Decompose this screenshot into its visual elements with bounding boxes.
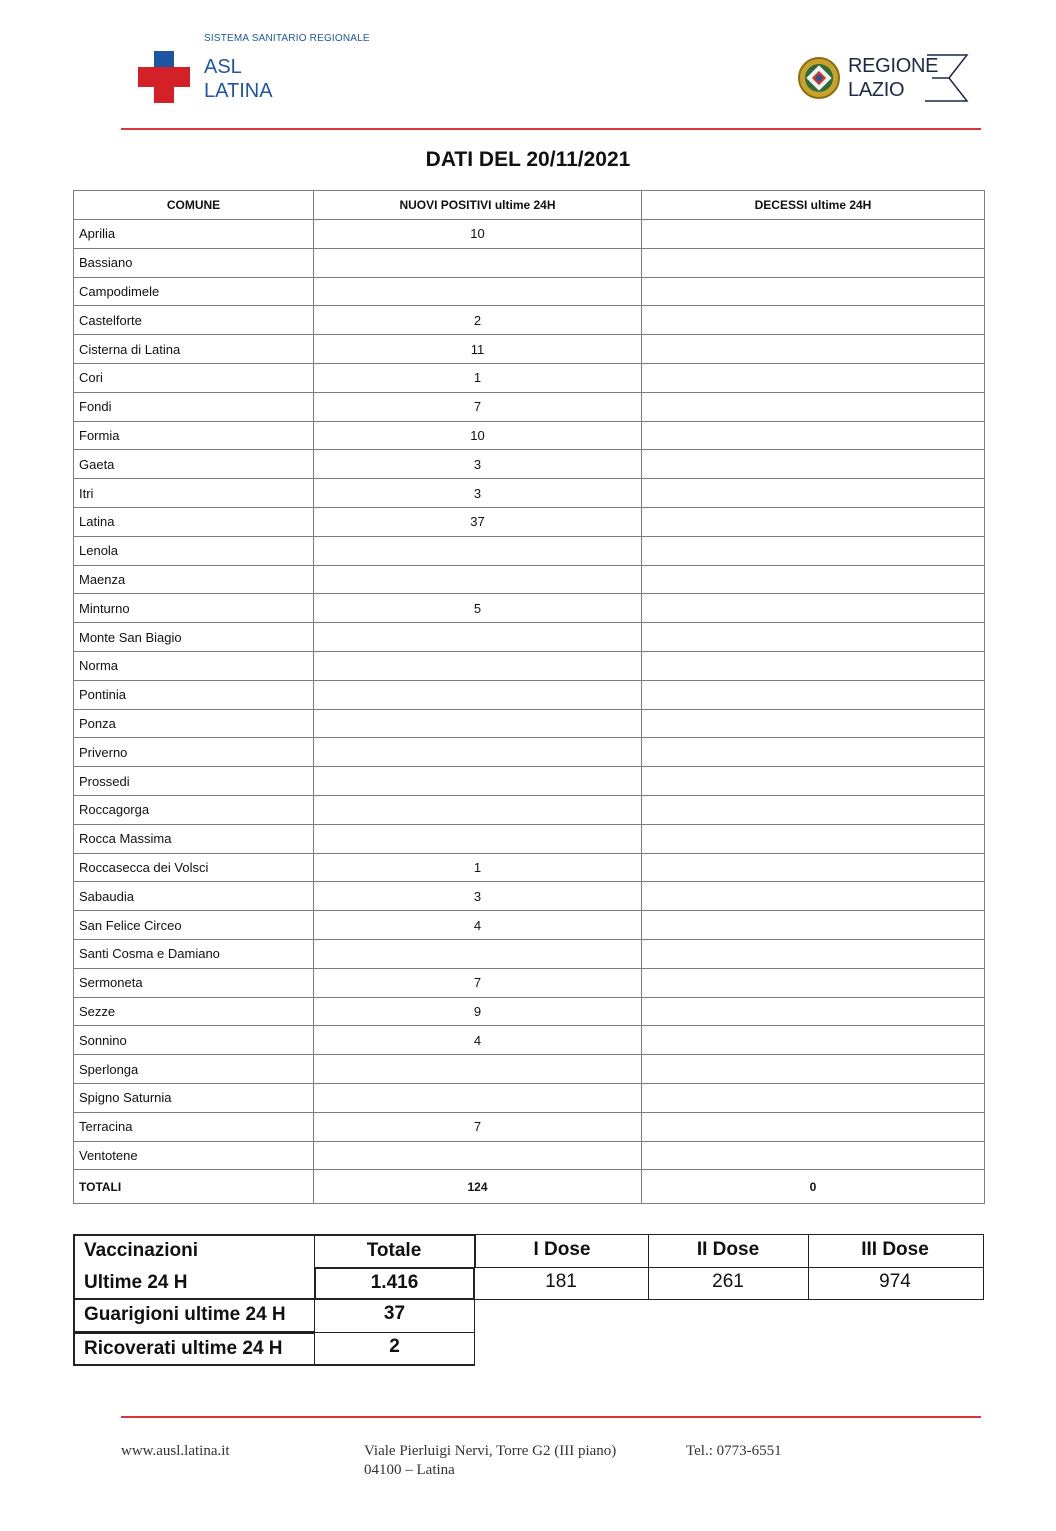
decessi-cell [642, 306, 985, 335]
table-row [74, 939, 985, 968]
table-row [74, 1141, 985, 1170]
positivi-cell: 5 [314, 594, 642, 623]
positivi-cell: 37 [314, 507, 642, 536]
table-row [74, 824, 985, 853]
decessi-cell [642, 767, 985, 796]
positivi-cell [314, 277, 642, 306]
comune-cell: Sonnino [74, 1026, 314, 1055]
footer-website[interactable]: www.ausl.latina.it [121, 1443, 230, 1459]
region-name-line2: LAZIO [848, 79, 905, 101]
comune-cell: Maenza [74, 565, 314, 594]
positivi-cell [314, 939, 642, 968]
table-row [74, 795, 985, 824]
comune-cell: Campodimele [74, 277, 314, 306]
comune-cell: Lenola [74, 536, 314, 565]
vaccination-label-line1: Vaccinazioni [84, 1240, 199, 1261]
decessi-cell [642, 392, 985, 421]
table-row [74, 1055, 985, 1084]
table-row [74, 911, 985, 940]
positivi-cell [314, 536, 642, 565]
column-header-comune: COMUNE [74, 191, 314, 220]
table-row [74, 623, 985, 652]
guarigioni-value: 37 [383, 1303, 406, 1324]
totals-positivi: 124 [314, 1170, 642, 1204]
decessi-cell [642, 968, 985, 997]
decessi-cell [642, 220, 985, 249]
decessi-cell [642, 335, 985, 364]
ricoverati-value: 2 [389, 1336, 400, 1357]
comune-cell: Formia [74, 421, 314, 450]
comune-cell: Roccasecca dei Volsci [74, 853, 314, 882]
decessi-cell [642, 939, 985, 968]
table-row [74, 421, 985, 450]
totals-row [74, 1170, 985, 1204]
footer-address-line1: Viale Pierluigi Nervi, Torre G2 (III piano) [364, 1443, 617, 1459]
table-row [74, 709, 985, 738]
table-row [74, 968, 985, 997]
guarigioni-label-cell [73, 1299, 315, 1333]
footer-address-line2: 04100 – Latina [364, 1462, 455, 1478]
footer-divider [121, 1416, 981, 1418]
page-title: DATI DEL 20/11/2021 [425, 148, 631, 171]
table-row [74, 507, 985, 536]
header-totale: Totale [366, 1240, 422, 1261]
positivi-cell: 7 [314, 968, 642, 997]
table-row [74, 997, 985, 1026]
guarigioni-label: Guarigioni ultime 24 H [84, 1304, 286, 1325]
table-row [74, 277, 985, 306]
decessi-cell [642, 1141, 985, 1170]
header-totale-cell [314, 1234, 475, 1268]
positivi-cell [314, 767, 642, 796]
decessi-cell [642, 1083, 985, 1112]
decessi-cell [642, 1026, 985, 1055]
positivi-cell [314, 1083, 642, 1112]
guarigioni-value-cell [314, 1299, 475, 1333]
comune-cell: Sermoneta [74, 968, 314, 997]
positivi-cell: 10 [314, 220, 642, 249]
system-label: SISTEMA SANITARIO REGIONALE [204, 33, 370, 44]
decessi-cell [642, 565, 985, 594]
ricoverati-label: Ricoverati ultime 24 H [84, 1338, 283, 1359]
comune-cell: Latina [74, 507, 314, 536]
positivi-cell [314, 795, 642, 824]
comune-cell: San Felice Circeo [74, 911, 314, 940]
comune-cell: Spigno Saturnia [74, 1083, 314, 1112]
decessi-cell [642, 1055, 985, 1084]
vaccination-label-cell [73, 1234, 315, 1300]
value-dose1-cell [475, 1267, 649, 1300]
table-row [74, 392, 985, 421]
positivi-cell [314, 1141, 642, 1170]
column-header-positivi: NUOVI POSITIVI ultime 24H [314, 191, 642, 220]
table-row [74, 306, 985, 335]
table-row [74, 248, 985, 277]
table-row [74, 536, 985, 565]
positivi-cell: 10 [314, 421, 642, 450]
lazio-decorative-lines [907, 50, 977, 106]
comune-cell: Sabaudia [74, 882, 314, 911]
decessi-cell [642, 421, 985, 450]
asl-name-line1: ASL [204, 56, 242, 78]
positivi-cell [314, 680, 642, 709]
comune-cell: Rocca Massima [74, 824, 314, 853]
table-row [74, 882, 985, 911]
comune-cell: Aprilia [74, 220, 314, 249]
positivi-cell: 4 [314, 1026, 642, 1055]
decessi-cell [642, 824, 985, 853]
table-row [74, 1083, 985, 1112]
region-name-line1: REGIONE [848, 55, 939, 77]
decessi-cell [642, 479, 985, 508]
decessi-cell [642, 997, 985, 1026]
table-row [74, 565, 985, 594]
positivi-cell [314, 738, 642, 767]
value-totale-cell [314, 1267, 475, 1300]
comune-cell: Roccagorga [74, 795, 314, 824]
table-row [74, 1026, 985, 1055]
comune-cell: Norma [74, 651, 314, 680]
ricoverati-value-cell [314, 1332, 475, 1366]
decessi-cell [642, 680, 985, 709]
value-dose3-cell [808, 1267, 984, 1300]
positivi-cell [314, 1055, 642, 1084]
table-row [74, 853, 985, 882]
regione-lazio-logo [797, 50, 977, 106]
comune-cell: Itri [74, 479, 314, 508]
comune-cell: Minturno [74, 594, 314, 623]
comune-cell: Ventotene [74, 1141, 314, 1170]
positivi-cell: 11 [314, 335, 642, 364]
header-dose1-cell [475, 1234, 649, 1268]
positivi-cell: 2 [314, 306, 642, 335]
comune-cell: Priverno [74, 738, 314, 767]
comune-cell: Sezze [74, 997, 314, 1026]
asl-latina-logo [138, 33, 398, 113]
decessi-cell [642, 536, 985, 565]
positivi-cell [314, 248, 642, 277]
comune-cell: Bassiano [74, 248, 314, 277]
positivi-cell: 3 [314, 450, 642, 479]
header-divider [121, 128, 981, 130]
header-dose2-cell [648, 1234, 809, 1268]
comune-cell: Ponza [74, 709, 314, 738]
decessi-cell [642, 594, 985, 623]
table-row [74, 335, 985, 364]
decessi-cell [642, 623, 985, 652]
asl-name [204, 55, 273, 103]
comune-cell: Pontinia [74, 680, 314, 709]
positivi-cell [314, 824, 642, 853]
positivi-cell: 7 [314, 392, 642, 421]
comune-cell: Monte San Biagio [74, 623, 314, 652]
table-row [74, 450, 985, 479]
decessi-cell [642, 911, 985, 940]
positivi-cell [314, 651, 642, 680]
column-header-decessi: DECESSI ultime 24H [642, 191, 985, 220]
comune-cell: Cori [74, 363, 314, 392]
totals-label: TOTALI [74, 1170, 314, 1204]
positivi-cell [314, 565, 642, 594]
value-dose1: 181 [545, 1271, 577, 1292]
positivi-cell: 3 [314, 882, 642, 911]
comune-cell: Santi Cosma e Damiano [74, 939, 314, 968]
value-dose3: 974 [879, 1271, 911, 1292]
comune-cell: Cisterna di Latina [74, 335, 314, 364]
vaccination-summary [73, 1234, 984, 1366]
table-row [74, 651, 985, 680]
table-row [74, 1112, 985, 1141]
comune-cell: Terracina [74, 1112, 314, 1141]
decessi-cell [642, 882, 985, 911]
cases-table [73, 190, 985, 1204]
header-dose3-cell [808, 1234, 984, 1268]
decessi-cell [642, 507, 985, 536]
header-dose3: III Dose [861, 1239, 929, 1260]
decessi-cell [642, 1112, 985, 1141]
decessi-cell [642, 277, 985, 306]
table-row [74, 767, 985, 796]
totals-decessi: 0 [642, 1170, 985, 1204]
positivi-cell: 1 [314, 363, 642, 392]
table-header-row [74, 191, 985, 220]
value-totale: 1.416 [370, 1272, 419, 1293]
table-row [74, 363, 985, 392]
table-row [74, 479, 985, 508]
lazio-emblem-icon [797, 54, 841, 102]
asl-name-line2: LATINA [204, 80, 273, 102]
positivi-cell: 9 [314, 997, 642, 1026]
table-row [74, 220, 985, 249]
positivi-cell: 7 [314, 1112, 642, 1141]
decessi-cell [642, 738, 985, 767]
comune-cell: Prossedi [74, 767, 314, 796]
decessi-cell [642, 709, 985, 738]
comune-cell: Castelforte [74, 306, 314, 335]
decessi-cell [642, 363, 985, 392]
table-row [74, 738, 985, 767]
decessi-cell [642, 248, 985, 277]
table-row [74, 594, 985, 623]
positivi-cell [314, 623, 642, 652]
value-dose2-cell [648, 1267, 809, 1300]
decessi-cell [642, 450, 985, 479]
table-row [74, 680, 985, 709]
comune-cell: Gaeta [74, 450, 314, 479]
header-dose2: II Dose [696, 1239, 760, 1260]
footer-phone: Tel.: 0773-6551 [686, 1443, 782, 1459]
header-dose1: I Dose [533, 1239, 591, 1260]
footer-address [364, 1442, 616, 1480]
decessi-cell [642, 651, 985, 680]
red-cross-icon [138, 51, 190, 103]
positivi-cell [314, 709, 642, 738]
decessi-cell [642, 795, 985, 824]
decessi-cell [642, 853, 985, 882]
comune-cell: Sperlonga [74, 1055, 314, 1084]
value-dose2: 261 [712, 1271, 744, 1292]
ricoverati-label-cell [73, 1332, 315, 1366]
comune-cell: Fondi [74, 392, 314, 421]
positivi-cell: 3 [314, 479, 642, 508]
positivi-cell: 1 [314, 853, 642, 882]
vaccination-label-line2: Ultime 24 H [84, 1272, 188, 1293]
positivi-cell: 4 [314, 911, 642, 940]
